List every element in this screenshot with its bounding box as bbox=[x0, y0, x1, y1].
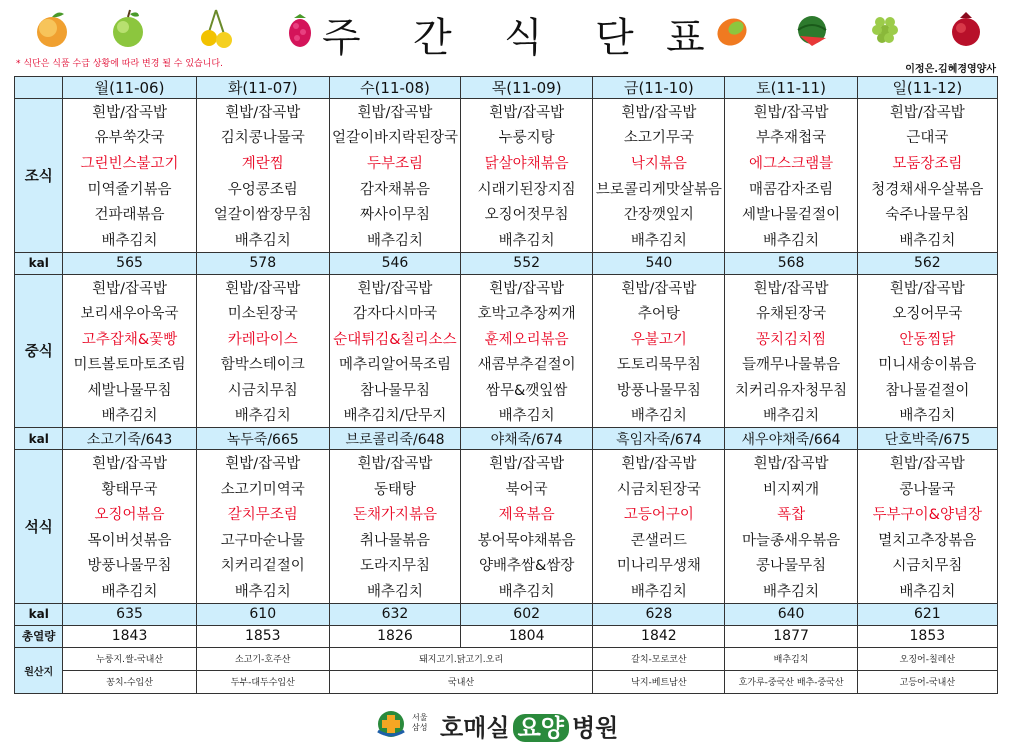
menu-item: 유부쑥갓국 bbox=[63, 124, 196, 150]
menu-item: 배추김치 bbox=[196, 402, 329, 428]
origin-cell: 두부-대두수입산 bbox=[196, 670, 329, 693]
menu-item: 흰밥/잡곡밥 bbox=[725, 450, 857, 476]
menu-item: 취나물볶음 bbox=[329, 526, 460, 552]
menu-item: 에그스크램블 bbox=[725, 150, 857, 176]
breakfast-menu-row bbox=[15, 124, 998, 150]
lunch-calorie-row bbox=[15, 428, 998, 450]
lunch-menu-row bbox=[15, 325, 998, 351]
menu-item: 오징어무국 bbox=[857, 300, 997, 326]
header bbox=[0, 0, 1012, 61]
menu-item: 브로콜리게맛살볶음 bbox=[593, 175, 725, 201]
calorie-value: 578 bbox=[196, 252, 329, 274]
menu-item: 참나물겉절이 bbox=[857, 376, 997, 402]
origin-row bbox=[15, 647, 998, 670]
menu-item: 유채된장국 bbox=[725, 300, 857, 326]
footer bbox=[0, 702, 1012, 747]
menu-item: 배추김치/단무지 bbox=[329, 402, 460, 428]
menu-item: 콘샐러드 bbox=[593, 526, 725, 552]
menu-item: 흰밥/잡곡밥 bbox=[593, 274, 725, 300]
menu-body bbox=[15, 99, 998, 626]
calorie-value: 546 bbox=[329, 252, 460, 274]
breakfast-calorie-row bbox=[15, 252, 998, 274]
menu-item: 건파래볶음 bbox=[63, 201, 196, 227]
calorie-value: 610 bbox=[196, 603, 329, 625]
total-value: 1842 bbox=[593, 625, 725, 647]
weekly-menu-table bbox=[14, 76, 998, 694]
menu-item: 갈치무조림 bbox=[196, 501, 329, 527]
day-header: 수(11-08) bbox=[329, 77, 460, 99]
calorie-value: 602 bbox=[461, 603, 593, 625]
lunch-label: 중식 bbox=[15, 274, 63, 428]
menu-item: 호박고추장찌개 bbox=[461, 300, 593, 326]
menu-item: 보리새우아욱국 bbox=[63, 300, 196, 326]
menu-item: 참나물무침 bbox=[329, 376, 460, 402]
total-value: 1853 bbox=[857, 625, 997, 647]
hospital-logo-icon bbox=[374, 709, 408, 739]
menu-item: 고구마순나물 bbox=[196, 526, 329, 552]
watermelon-icon bbox=[792, 6, 832, 50]
calorie-label: kal bbox=[15, 428, 63, 450]
calorie-value: 568 bbox=[725, 252, 857, 274]
menu-item: 황태무국 bbox=[63, 475, 196, 501]
menu-item: 배추김치 bbox=[593, 402, 725, 428]
title-char: 주 bbox=[322, 15, 361, 61]
origin-label: 원산지 bbox=[15, 647, 63, 693]
menu-item: 두부구이&양념장 bbox=[857, 501, 997, 527]
menu-item: 도라지무침 bbox=[329, 552, 460, 578]
total-value: 1877 bbox=[725, 625, 857, 647]
calorie-value: 540 bbox=[593, 252, 725, 274]
menu-item: 북어국 bbox=[461, 475, 593, 501]
menu-item: 흰밥/잡곡밥 bbox=[329, 450, 460, 476]
menu-item: 배추김치 bbox=[593, 578, 725, 604]
day-header: 월(11-06) bbox=[63, 77, 196, 99]
menu-item: 매콤감자조림 bbox=[725, 175, 857, 201]
menu-item: 얼갈이쌈장무침 bbox=[196, 201, 329, 227]
origin-cell: 오징어-칠레산 bbox=[857, 647, 997, 670]
menu-item: 흰밥/잡곡밥 bbox=[857, 99, 997, 125]
menu-item: 흰밥/잡곡밥 bbox=[196, 450, 329, 476]
menu-item: 도토리묵무침 bbox=[593, 351, 725, 377]
menu-item: 새콤부추겉절이 bbox=[461, 351, 593, 377]
calorie-value: 단호박죽/675 bbox=[857, 428, 997, 450]
menu-item: 치커리유자청무침 bbox=[725, 376, 857, 402]
calorie-value: 562 bbox=[857, 252, 997, 274]
menu-item: 양배추쌈&쌈장 bbox=[461, 552, 593, 578]
menu-item: 멸치고추장볶음 bbox=[857, 526, 997, 552]
menu-item: 배추김치 bbox=[725, 226, 857, 252]
menu-item: 청경채새우살볶음 bbox=[857, 175, 997, 201]
menu-item: 비지찌개 bbox=[725, 475, 857, 501]
menu-item: 그린빈스불고기 bbox=[63, 150, 196, 176]
menu-item: 흰밥/잡곡밥 bbox=[593, 450, 725, 476]
calorie-value: 흑임자죽/674 bbox=[593, 428, 725, 450]
day-header-row bbox=[15, 77, 998, 99]
menu-item: 배추김치 bbox=[857, 402, 997, 428]
origin-cell: 소고기-호주산 bbox=[196, 647, 329, 670]
menu-item: 콩나물무침 bbox=[725, 552, 857, 578]
menu-item: 배추김치 bbox=[329, 578, 460, 604]
author-text: 이정은.김혜경영양사 bbox=[905, 64, 996, 75]
dinner-menu-row bbox=[15, 501, 998, 527]
calorie-value: 632 bbox=[329, 603, 460, 625]
menu-item: 오징어볶음 bbox=[63, 501, 196, 527]
origin-cell: 갈치-모로코산 bbox=[593, 647, 725, 670]
mango-icon bbox=[712, 6, 752, 50]
calorie-label: kal bbox=[15, 603, 63, 625]
day-header: 화(11-07) bbox=[196, 77, 329, 99]
menu-item: 고등어구이 bbox=[593, 501, 725, 527]
menu-item: 돈채가지볶음 bbox=[329, 501, 460, 527]
lunch-menu-row bbox=[15, 351, 998, 377]
peach-icon bbox=[32, 6, 72, 50]
menu-item: 제육볶음 bbox=[461, 501, 593, 527]
dinner-label: 석식 bbox=[15, 450, 63, 604]
menu-item: 흰밥/잡곡밥 bbox=[63, 274, 196, 300]
origin-cell: 호가루-중국산 배추-중국산 bbox=[725, 670, 857, 693]
menu-item: 시금치무침 bbox=[857, 552, 997, 578]
menu-item: 세발나물겉절이 bbox=[725, 201, 857, 227]
menu-item: 미소된장국 bbox=[196, 300, 329, 326]
lunch-menu-row bbox=[15, 376, 998, 402]
menu-item: 닭살야채볶음 bbox=[461, 150, 593, 176]
menu-item: 김치콩나물국 bbox=[196, 124, 329, 150]
menu-item: 미역줄기볶음 bbox=[63, 175, 196, 201]
menu-item: 순대튀김&칠리소스 bbox=[329, 325, 460, 351]
menu-item: 얼갈이바지락된장국 bbox=[329, 124, 460, 150]
breakfast-menu-row bbox=[15, 150, 998, 176]
menu-item: 흰밥/잡곡밥 bbox=[63, 99, 196, 125]
menu-item: 소고기무국 bbox=[593, 124, 725, 150]
dinner-calorie-row bbox=[15, 603, 998, 625]
origin-cell: 돼지고기.닭고기.오리 bbox=[329, 647, 592, 670]
title-char: 간 bbox=[413, 15, 452, 61]
total-value: 1804 bbox=[461, 625, 593, 647]
menu-item: 간장깻잎지 bbox=[593, 201, 725, 227]
menu-item: 흰밥/잡곡밥 bbox=[461, 450, 593, 476]
calorie-value: 새우야채죽/664 bbox=[725, 428, 857, 450]
menu-item: 목이버섯볶음 bbox=[63, 526, 196, 552]
total-value: 1853 bbox=[196, 625, 329, 647]
notice-text: * 식단은 식품 수급 상황에 따라 변경 될 수 있습니다. bbox=[16, 59, 223, 69]
breakfast-menu-row bbox=[15, 99, 998, 125]
breakfast-label: 조식 bbox=[15, 99, 63, 253]
calorie-value: 야채죽/674 bbox=[461, 428, 593, 450]
menu-item: 배추김치 bbox=[329, 226, 460, 252]
title-char: 식 bbox=[504, 15, 543, 61]
menu-item: 누룽지탕 bbox=[461, 124, 593, 150]
origin-cell: 누룽지.쌀-국내산 bbox=[63, 647, 196, 670]
total-value: 1826 bbox=[329, 625, 460, 647]
menu-item: 시금치된장국 bbox=[593, 475, 725, 501]
corner-cell bbox=[15, 77, 63, 99]
menu-item: 흰밥/잡곡밥 bbox=[857, 450, 997, 476]
grapes-icon bbox=[866, 6, 906, 50]
menu-item: 오징어젓무침 bbox=[461, 201, 593, 227]
dinner-menu-row bbox=[15, 450, 998, 476]
menu-item: 고추잡채&꽃빵 bbox=[63, 325, 196, 351]
menu-item: 배추김치 bbox=[593, 226, 725, 252]
calorie-value: 552 bbox=[461, 252, 593, 274]
menu-item: 우엉콩조림 bbox=[196, 175, 329, 201]
raspberry-icon bbox=[280, 6, 320, 50]
total-value: 1843 bbox=[63, 625, 196, 647]
title-char: 표 bbox=[666, 15, 705, 61]
title-char: 단 bbox=[595, 15, 634, 61]
menu-item: 배추김치 bbox=[857, 226, 997, 252]
calorie-value: 소고기죽/643 bbox=[63, 428, 196, 450]
menu-item: 방풍나물무침 bbox=[63, 552, 196, 578]
menu-item: 배추김치 bbox=[461, 578, 593, 604]
hospital-name bbox=[440, 708, 618, 743]
dinner-menu-row bbox=[15, 526, 998, 552]
menu-item: 감자채볶음 bbox=[329, 175, 460, 201]
menu-item: 흰밥/잡곡밥 bbox=[461, 99, 593, 125]
menu-item: 배추김치 bbox=[461, 402, 593, 428]
menu-item: 계란찜 bbox=[196, 150, 329, 176]
origin-cell: 국내산 bbox=[329, 670, 592, 693]
menu-item: 추어탕 bbox=[593, 300, 725, 326]
menu-item: 흰밥/잡곡밥 bbox=[196, 274, 329, 300]
menu-item: 소고기미역국 bbox=[196, 475, 329, 501]
day-header: 금(11-10) bbox=[593, 77, 725, 99]
menu-item: 배추김치 bbox=[196, 226, 329, 252]
origin-cell: 낙지-베트남산 bbox=[593, 670, 725, 693]
lunch-menu-row bbox=[15, 300, 998, 326]
hospital-name-part: 병원 bbox=[571, 714, 619, 742]
calorie-value: 628 bbox=[593, 603, 725, 625]
breakfast-menu-row bbox=[15, 201, 998, 227]
breakfast-menu-row bbox=[15, 226, 998, 252]
calorie-value: 635 bbox=[63, 603, 196, 625]
menu-item: 시금치무침 bbox=[196, 376, 329, 402]
menu-item: 흰밥/잡곡밥 bbox=[725, 274, 857, 300]
menu-item: 배추김치 bbox=[63, 226, 196, 252]
origin-row bbox=[15, 670, 998, 693]
lunch-menu-row bbox=[15, 402, 998, 428]
menu-item: 콩나물국 bbox=[857, 475, 997, 501]
menu-item: 폭찹 bbox=[725, 501, 857, 527]
dinner-menu-row bbox=[15, 475, 998, 501]
menu-item: 배추김치 bbox=[461, 226, 593, 252]
total-calorie-row bbox=[15, 625, 998, 647]
menu-item: 메추리알어묵조림 bbox=[329, 351, 460, 377]
menu-item: 카레라이스 bbox=[196, 325, 329, 351]
menu-item: 흰밥/잡곡밥 bbox=[593, 99, 725, 125]
day-header: 일(11-12) bbox=[857, 77, 997, 99]
lunch-menu-row bbox=[15, 274, 998, 300]
calorie-label: kal bbox=[15, 252, 63, 274]
hospital-name-part: 호매실 bbox=[440, 714, 510, 742]
menu-item: 흰밥/잡곡밥 bbox=[63, 450, 196, 476]
origin-cell: 배추김치 bbox=[725, 647, 857, 670]
day-header: 토(11-11) bbox=[725, 77, 857, 99]
dinner-menu-row bbox=[15, 552, 998, 578]
menu-item: 함박스테이크 bbox=[196, 351, 329, 377]
menu-item: 배추김치 bbox=[857, 578, 997, 604]
menu-item: 배추김치 bbox=[725, 402, 857, 428]
menu-item: 배추김치 bbox=[196, 578, 329, 604]
menu-item: 쌈무&깻잎쌈 bbox=[461, 376, 593, 402]
menu-item: 봉어묵야채볶음 bbox=[461, 526, 593, 552]
apple-icon bbox=[108, 6, 148, 50]
menu-item: 들깨무나물볶음 bbox=[725, 351, 857, 377]
menu-item: 흰밥/잡곡밥 bbox=[196, 99, 329, 125]
menu-item: 미트볼토마토조림 bbox=[63, 351, 196, 377]
menu-item: 흰밥/잡곡밥 bbox=[725, 99, 857, 125]
menu-item: 모둠장조림 bbox=[857, 150, 997, 176]
menu-item: 감자다시마국 bbox=[329, 300, 460, 326]
menu-item: 흰밥/잡곡밥 bbox=[857, 274, 997, 300]
menu-item: 부추재첩국 bbox=[725, 124, 857, 150]
menu-item: 숙주나물무침 bbox=[857, 201, 997, 227]
dinner-menu-row bbox=[15, 578, 998, 604]
cherries-icon bbox=[196, 6, 236, 50]
menu-item: 꽁치김치찜 bbox=[725, 325, 857, 351]
menu-item: 두부조림 bbox=[329, 150, 460, 176]
menu-item: 배추김치 bbox=[725, 578, 857, 604]
calorie-value: 621 bbox=[857, 603, 997, 625]
calorie-value: 브로콜리죽/648 bbox=[329, 428, 460, 450]
menu-item: 배추김치 bbox=[63, 402, 196, 428]
logo-sub-line: 삼성 bbox=[412, 723, 428, 732]
menu-item: 우불고기 bbox=[593, 325, 725, 351]
pomegranate-icon bbox=[946, 6, 986, 50]
menu-item: 동태탕 bbox=[329, 475, 460, 501]
menu-item: 낙지볶음 bbox=[593, 150, 725, 176]
hospital-name-badge: 요양 bbox=[513, 714, 569, 742]
menu-item: 훈제오리볶음 bbox=[461, 325, 593, 351]
menu-item: 흰밥/잡곡밥 bbox=[329, 274, 460, 300]
logo-subtitle bbox=[412, 713, 427, 733]
menu-item: 배추김치 bbox=[63, 578, 196, 604]
menu-item: 세발나물무침 bbox=[63, 376, 196, 402]
menu-item: 흰밥/잡곡밥 bbox=[329, 99, 460, 125]
calorie-value: 565 bbox=[63, 252, 196, 274]
logo-sub-line: 서울 bbox=[412, 713, 428, 722]
total-label: 총열량 bbox=[15, 625, 63, 647]
calorie-value: 640 bbox=[725, 603, 857, 625]
breakfast-menu-row bbox=[15, 175, 998, 201]
menu-item: 짜사이무침 bbox=[329, 201, 460, 227]
day-header: 목(11-09) bbox=[461, 77, 593, 99]
menu-item: 치커리겉절이 bbox=[196, 552, 329, 578]
menu-item: 흰밥/잡곡밥 bbox=[461, 274, 593, 300]
calorie-value: 녹두죽/665 bbox=[196, 428, 329, 450]
menu-item: 미니새송이볶음 bbox=[857, 351, 997, 377]
menu-item: 시래기된장지짐 bbox=[461, 175, 593, 201]
menu-item: 근대국 bbox=[857, 124, 997, 150]
origin-cell: 고등어-국내산 bbox=[857, 670, 997, 693]
menu-item: 안동찜닭 bbox=[857, 325, 997, 351]
menu-item: 방풍나물무침 bbox=[593, 376, 725, 402]
menu-item: 마늘종새우볶음 bbox=[725, 526, 857, 552]
origin-cell: 꽁치-수입산 bbox=[63, 670, 196, 693]
menu-item: 미나리무생채 bbox=[593, 552, 725, 578]
